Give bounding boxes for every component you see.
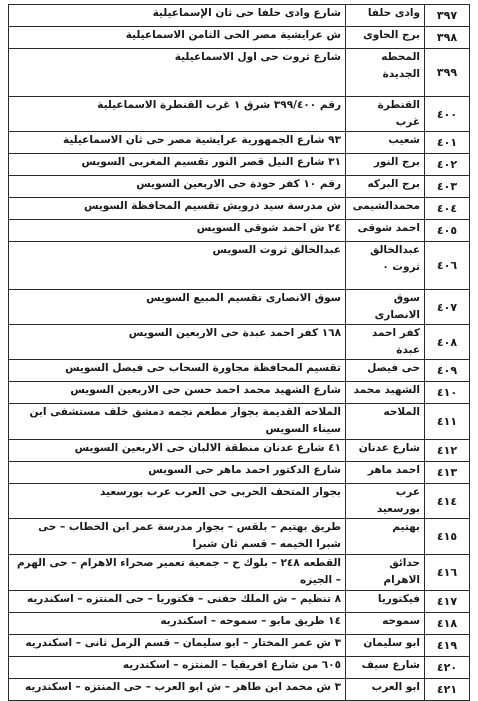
row-number: ٤٠١ (425, 132, 470, 154)
table-row (9, 290, 470, 325)
row-number: ٤١١ (425, 404, 470, 440)
table-row (9, 325, 470, 360)
row-number: ٣٩٨ (425, 27, 470, 49)
branch-name: ابو سليمان (346, 635, 425, 657)
table-row (9, 462, 470, 484)
branch-address: ش مدرسة سيد درويش تقسيم المحافظة السويس (9, 198, 346, 220)
row-number: ٤١٧ (425, 591, 470, 613)
table-row (9, 176, 470, 198)
row-number: ٤٢١ (425, 679, 470, 701)
branches-table (8, 4, 470, 701)
branch-address: ٦٠٥ من شارع افريقيا – المنتزه – اسكندريه (9, 657, 346, 679)
branch-address: ٣ ش عمر المختار – ابو سليمان – قسم الرمل ثانى – اسكندريه (9, 635, 346, 657)
table-row (9, 27, 470, 49)
row-number: ٤٠٧ (425, 290, 470, 325)
branch-name: حى فيصل (346, 360, 425, 382)
table-row (9, 555, 470, 591)
table-row (9, 679, 470, 701)
branch-address: شارع ثروت حى اول الاسماعيلية (9, 49, 346, 97)
branch-name: برج البركه (346, 176, 425, 198)
branch-name: القنطرة غرب (346, 97, 425, 132)
row-number: ٤١٢ (425, 440, 470, 462)
table-row (9, 657, 470, 679)
branch-address: عبدالخالق ثروت السويس (9, 242, 346, 290)
row-number: ٣٩٧ (425, 5, 470, 27)
row-number: ٤٢٠ (425, 657, 470, 679)
branch-name: احمد شوقى (346, 220, 425, 242)
branch-address: ٤١ شارع عدنان منطقة الالبان حى الاربعين السويس (9, 440, 346, 462)
branch-address: رقم ٣٩٩/٤٠٠ شرق ١ غرب القنطرة الاسماعيلية (9, 97, 346, 132)
row-number: ٤٠٦ (425, 242, 470, 290)
table-row (9, 519, 470, 555)
table-row (9, 382, 470, 404)
row-number: ٣٩٩ (425, 49, 470, 97)
branch-address: بجوار المتحف الحربى حى العرب عرب بورسعيد (9, 484, 346, 519)
row-number: ٤٠٠ (425, 97, 470, 132)
branch-name: سموحه (346, 613, 425, 635)
table-row (9, 132, 470, 154)
row-number: ٤١٥ (425, 519, 470, 555)
table-row (9, 404, 470, 440)
row-number: ٤١٠ (425, 382, 470, 404)
branch-address: شارع وادى حلفا حى ثان الإسماعيلية (9, 5, 346, 27)
table-body (9, 5, 470, 701)
branch-name: الملاحه (346, 404, 425, 440)
table-row (9, 97, 470, 132)
table-row (9, 591, 470, 613)
table-row (9, 198, 470, 220)
branch-name: ابو العرب (346, 679, 425, 701)
branch-address: ٨ تنظيم – ش الملك حفنى – فكتوريا – حى المنتزه – اسكندريه (9, 591, 346, 613)
branch-address: ١٤ طريق مابو – سموحه – اسكندريه (9, 613, 346, 635)
row-number: ٤٠٥ (425, 220, 470, 242)
row-number: ٤١٩ (425, 635, 470, 657)
branch-address: ش عرايشية مصر الحى الثامن الاسماعيلية (9, 27, 346, 49)
table-row (9, 5, 470, 27)
branch-address: القطعه ٢٤٨ – بلوك ح – جمعية تعمير صحراء الاهرام – حى الهرم – الجيزه (9, 555, 346, 591)
branch-name: المحطه الجديدة (346, 49, 425, 97)
branch-name: شارع عدنان (346, 440, 425, 462)
branch-address: شارع الدكتور احمد ماهر حى السويس (9, 462, 346, 484)
table-row (9, 154, 470, 176)
row-number: ٤٠٤ (425, 198, 470, 220)
branch-name: فيكتوريا (346, 591, 425, 613)
branch-address: ٣ ش محمد ابن طاهر – ش ابو العرب – حى المنتزه – اسكندريه (9, 679, 346, 701)
table-row (9, 484, 470, 519)
document-page (8, 4, 470, 696)
branch-address: سوق الانصارى تقسيم المبيع السويس (9, 290, 346, 325)
table-row (9, 49, 470, 97)
branch-name: سوق الانصارى (346, 290, 425, 325)
table-row (9, 440, 470, 462)
branch-address: شارع الشهيد محمد احمد حسن حى الاربعين السويس (9, 382, 346, 404)
row-number: ٤١٦ (425, 555, 470, 591)
row-number: ٤٠٩ (425, 360, 470, 382)
table-row (9, 635, 470, 657)
branch-address: ٢٤ ش احمد شوقى السويس (9, 220, 346, 242)
branch-name: حدائق الاهرام (346, 555, 425, 591)
branch-address: ٣١ شارع النيل قصر النور تقسيم المغربى السويس (9, 154, 346, 176)
branch-name: برج الحاوى (346, 27, 425, 49)
row-number: ٤١٨ (425, 613, 470, 635)
branch-name: بهتيم (346, 519, 425, 555)
branch-name: محمدالشيمى (346, 198, 425, 220)
branch-address: ٩٣ شارع الجمهورية عرايشية مصر حى ثان الاسماعيلية (9, 132, 346, 154)
table-row (9, 242, 470, 290)
branch-name: عرب بورسعيد (346, 484, 425, 519)
row-number: ٤٠٨ (425, 325, 470, 360)
table-row (9, 613, 470, 635)
branch-address: رقم ١٠ كفر حودة حى الاربعين السويس (9, 176, 346, 198)
branch-name: شعيب (346, 132, 425, 154)
branch-address: الملاحه القديمة بجوار مطعم نجمه دمشق خلف مستشفى ابن سيناء السويس (9, 404, 346, 440)
branch-name: وادى حلفا (346, 5, 425, 27)
branch-name: الشهيد محمد (346, 382, 425, 404)
row-number: ٤١٣ (425, 462, 470, 484)
table-row (9, 220, 470, 242)
branch-name: برج النور (346, 154, 425, 176)
row-number: ٤٠٣ (425, 176, 470, 198)
branch-name: كفر احمد عبدة (346, 325, 425, 360)
branch-address: ١٦٨ كفر احمد عبدة حى الاربعين السويس (9, 325, 346, 360)
branch-address: طريق بهتيم – بلقس – بجوار مدرسة عمر ابن الخطاب – حى شبرا الخيمه – قسم ثان شبرا (9, 519, 346, 555)
row-number: ٤١٤ (425, 484, 470, 519)
branch-name: احمد ماهر (346, 462, 425, 484)
row-number: ٤٠٢ (425, 154, 470, 176)
table-row (9, 360, 470, 382)
branch-address: تقسيم المحافظة مجاورة السحاب حى فيصل السويس (9, 360, 346, 382)
branch-name: عبدالخالق ثروت ٠ (346, 242, 425, 290)
branch-name: شارع سيف (346, 657, 425, 679)
